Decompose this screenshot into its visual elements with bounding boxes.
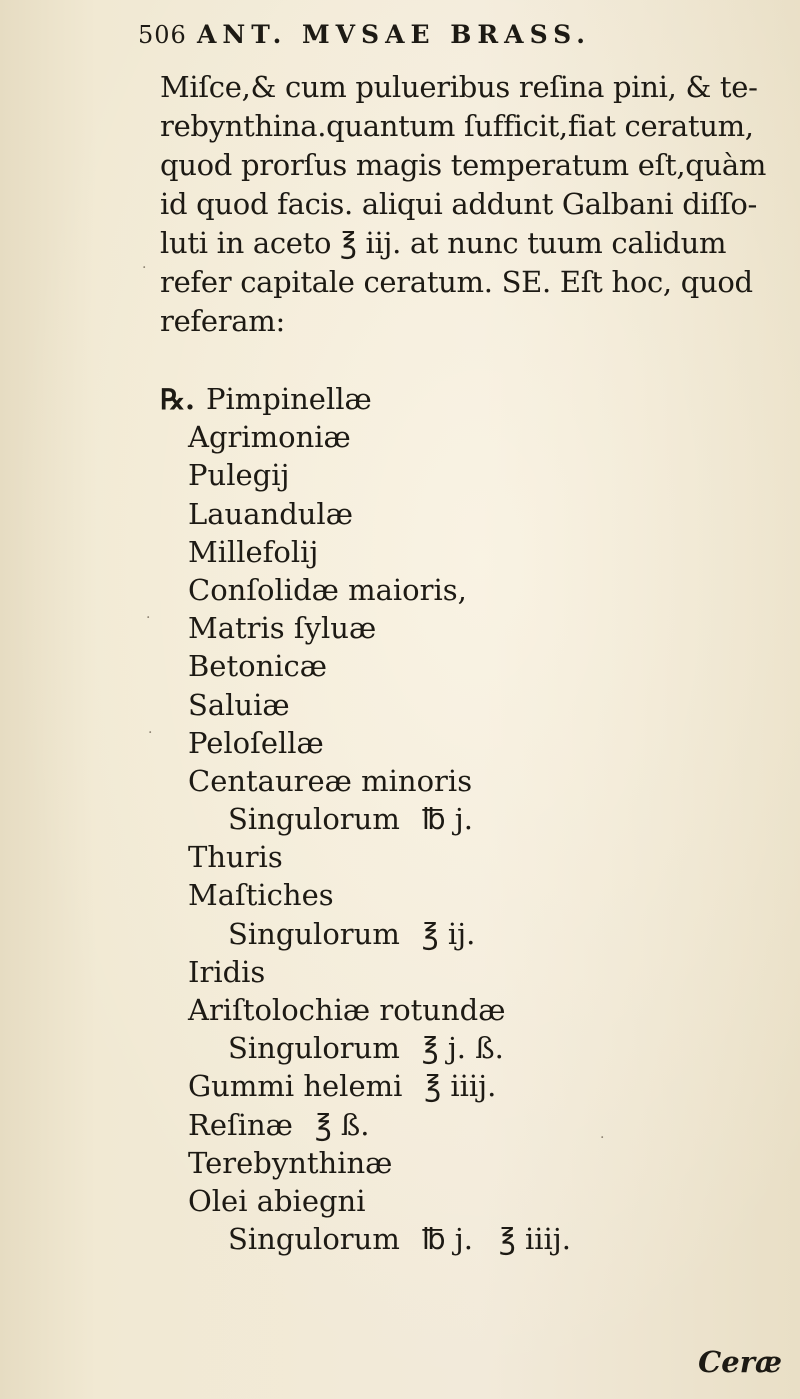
list-item: Iridis: [188, 954, 266, 989]
quantity-line: [160, 1029, 792, 1067]
quantity: ℔ j.: [421, 1222, 473, 1257]
list-item: Thuris: [188, 840, 283, 875]
running-header: [138, 20, 778, 60]
quantity-line: [160, 915, 792, 953]
list-item: Ariſtolochiæ rotundæ: [188, 993, 506, 1027]
quantity-line: [160, 1220, 792, 1258]
ingredient: Pimpinellæ: [206, 382, 372, 416]
list-item: Conſolidæ maioris,: [188, 572, 467, 607]
list-item: Lauandulæ: [188, 496, 353, 531]
list-item: Centaureæ minoris: [188, 763, 473, 798]
text-line: Miſce,& cum pulueribus reſina pini, & te-: [160, 70, 758, 104]
prose-paragraph: [160, 68, 792, 341]
list-item: Agrimoniæ: [188, 420, 351, 455]
text-line: luti in aceto ℥ iij. at nunc tuum calidum: [160, 226, 727, 260]
quantity-line: [160, 800, 792, 838]
ink-speck: ·: [142, 260, 147, 276]
singulorum-label: Singulorum: [228, 1222, 400, 1257]
singulorum-label: Singulorum: [228, 916, 400, 951]
text-line: rebynthina.quantum ſufficit,fiat ceratum,: [160, 109, 754, 143]
ink-speck: ·: [600, 1130, 605, 1146]
ink-speck: ·: [148, 725, 153, 741]
list-item: [160, 1067, 792, 1105]
page-number: 506: [138, 21, 187, 49]
quantity: ℥ ij.: [421, 916, 476, 951]
quantity: ℥ iiij.: [499, 1222, 572, 1257]
list-item: Saluiæ: [188, 687, 290, 722]
quantity: ℥ ß.: [314, 1107, 370, 1142]
text-line: referam:: [160, 304, 285, 338]
quantity: ℔ j.: [421, 802, 473, 837]
list-item: Betonicæ: [188, 649, 328, 684]
text-line: quod prorſus magis temperatum eſt,quàm: [160, 148, 767, 182]
list-item: Olei abiegni: [188, 1183, 366, 1218]
text-line: id quod facis. aliqui addunt Galbani diſſo-: [160, 187, 758, 221]
list-item: Peloſellæ: [188, 725, 324, 760]
singulorum-label: Singulorum: [228, 1031, 400, 1066]
running-title: ANT. MVSAE BRASS.: [196, 20, 591, 49]
list-item: Pulegij: [188, 458, 290, 493]
quantity: ℥ iiij.: [424, 1069, 497, 1104]
list-item: [160, 380, 792, 418]
singulorum-label: Singulorum: [228, 802, 400, 837]
ink-speck: ·: [146, 610, 151, 626]
list-item: Terebynthinæ: [188, 1145, 393, 1180]
catchword: Ceræ: [698, 1345, 782, 1379]
recipe-symbol: ℞.: [160, 383, 195, 416]
ingredient: Gummi helemi: [188, 1069, 403, 1104]
text-line: refer capitale ceratum. SE. Eſt hoc, quod: [160, 265, 753, 299]
list-item: Millefolij: [188, 534, 319, 569]
recipe-list: [160, 380, 792, 1258]
list-item: [160, 1106, 792, 1144]
list-item: Maſtiches: [188, 878, 334, 913]
list-item: Matris ſyluæ: [188, 611, 377, 646]
quantity: ℥ j. ß.: [421, 1031, 504, 1066]
ingredient: Reſinæ: [188, 1107, 293, 1142]
